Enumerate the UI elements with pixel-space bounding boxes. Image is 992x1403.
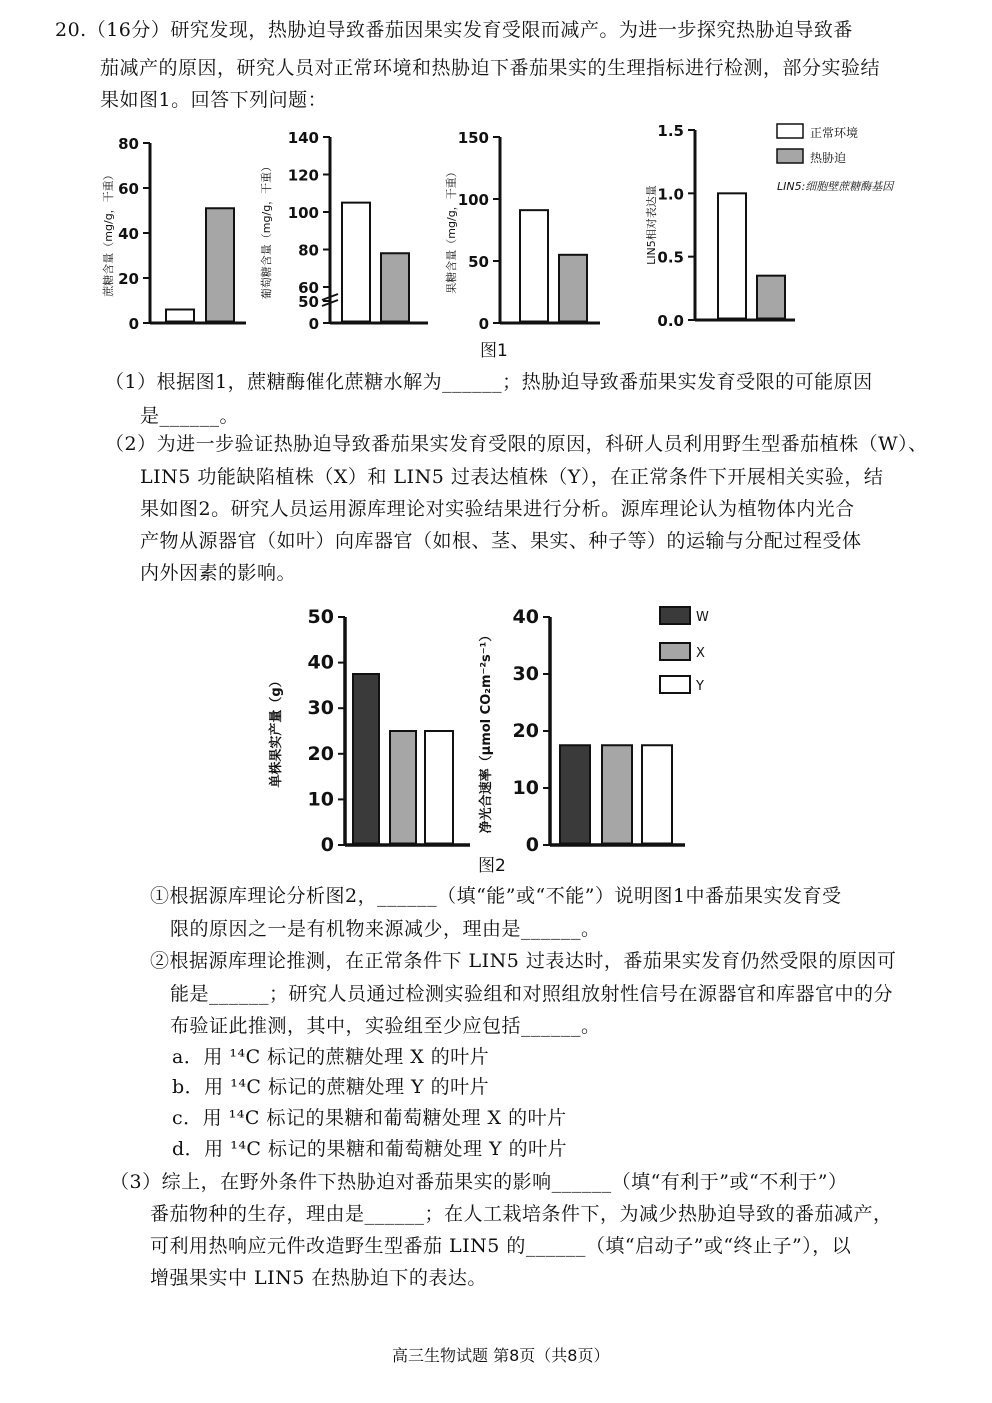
part2-line-1: （2）为进一步验证热胁迫导致番茄果实发育受限的原因，科研人员利用野生型番茄植株（W）、 (105, 433, 928, 455)
y-axis-label: 单株果实产量（g） (269, 674, 284, 788)
bar (757, 276, 785, 319)
y-tick-label: 80 (298, 241, 319, 260)
bar (560, 745, 590, 843)
legend-swatch-normal (777, 124, 803, 138)
part3-line-1: （3）综上，在野外条件下热胁迫对番茄果实的影响______（填“有利于”或“不利于”） (110, 1171, 848, 1193)
y-tick-label: 150 (457, 129, 489, 147)
figure1-caption: 图1 (480, 341, 508, 361)
y-tick-label: 20 (307, 742, 334, 765)
part1-line-2: 是______。 (140, 405, 240, 427)
part2-line-5: 内外因素的影响。 (140, 562, 297, 584)
y-tick-label: 40 (512, 606, 539, 628)
y-tick-label: 10 (307, 788, 334, 811)
y-tick-label: 1.5 (657, 122, 684, 140)
legend-label-y: Y (696, 679, 704, 694)
stem-line-2: 茄减产的原因，研究人员对正常环境和热胁迫下番茄果实的生理指标进行检测，部分实验结 (100, 57, 881, 79)
option-c: c．用 ¹⁴C 标记的果糖和葡萄糖处理 X 的叶片 (172, 1107, 567, 1129)
y-tick-label: 60 (298, 279, 319, 297)
axis-break (322, 294, 338, 306)
y-axis-label: 果糖含量（mg/g，干重） (445, 166, 458, 294)
y-tick-label: 50 (307, 606, 334, 628)
sub2-line-3: 布验证此推测，其中，实验组至少应包括______。 (170, 1015, 601, 1037)
y-tick-label: 60 (118, 180, 139, 198)
bar (602, 745, 632, 843)
bar (390, 731, 416, 844)
y-tick-label: 0 (128, 315, 139, 333)
y-tick-label: 0 (320, 834, 334, 856)
part3-line-4: 增强果实中 LIN5 在热胁迫下的表达。 (150, 1267, 487, 1289)
sub1-line-1: ①根据源库理论分析图2，______（填“能”或“不能”）说明图1中番茄果实发育受 (150, 885, 842, 907)
bar (642, 745, 672, 843)
y-axis-label: 蔗糖含量（mg/g，干重） (102, 169, 115, 297)
y-tick-label: 20 (118, 270, 139, 288)
bar (718, 193, 746, 318)
legend-label-normal: 正常环境 (810, 126, 859, 140)
y-axis-label: 葡萄糖含量（mg/g，干重） (260, 160, 273, 300)
legend-swatch-y (660, 676, 690, 693)
y-tick-label: 40 (118, 225, 139, 243)
y-tick-label: 0 (525, 834, 539, 856)
option-d: d．用 ¹⁴C 标记的果糖和葡萄糖处理 Y 的叶片 (172, 1138, 568, 1160)
bar (166, 310, 194, 322)
figure2-caption: 图2 (478, 856, 506, 876)
sub2-line-2: 能是______；研究人员通过检测实验组和对照组放射性信号在源器官和库器官中的分 (170, 983, 894, 1005)
y-tick-label: 50 (298, 293, 319, 311)
y-tick-label: 80 (118, 135, 139, 153)
part3-line-2: 番茄物种的生存，理由是______；在人工栽培条件下，为减少热胁迫导致的番茄减产， (150, 1203, 893, 1225)
legend-swatch-heat (777, 149, 803, 163)
part3-line-3: 可利用热响应元件改造野生型番茄 LIN5 的______（填“启动子”或“终止子”），以 (150, 1235, 852, 1257)
legend-label-w: W (696, 610, 709, 625)
y-tick-label: 100 (457, 191, 489, 209)
part1-line-1: （1）根据图1，蔗糖酶催化蔗糖水解为______；热胁迫导致番茄果实发育受限的可能原因 (105, 371, 873, 393)
y-tick-label: 30 (307, 697, 334, 720)
bar (425, 731, 453, 844)
sub2-line-1: ②根据源库理论推测，在正常条件下 LIN5 过表达时，番茄果实发育仍然受限的原因可 (150, 950, 897, 972)
part2-line-2: LIN5 功能缺陷植株（X）和 LIN5 过表达植株（Y），在正常条件下开展相关实验，结 (140, 466, 884, 488)
option-a: a．用 ¹⁴C 标记的蔗糖处理 X 的叶片 (172, 1046, 490, 1068)
legend-swatch-x (660, 643, 690, 660)
legend-swatch-w (660, 607, 690, 624)
sub1-line-2: 限的原因之一是有机物来源减少，理由是______。 (170, 918, 601, 940)
bar (353, 674, 379, 844)
option-b: b．用 ¹⁴C 标记的蔗糖处理 Y 的叶片 (172, 1076, 490, 1098)
bar (381, 253, 409, 321)
bar (206, 208, 234, 321)
y-tick-label: 100 (287, 204, 319, 222)
y-tick-label: 0.0 (657, 312, 684, 330)
part2-line-3: 果如图2。研究人员运用源库理论对实验结果进行分析。源库理论认为植物体内光合 (140, 498, 855, 520)
y-tick-label: 0 (308, 315, 319, 333)
y-tick-label: 120 (287, 166, 319, 185)
legend-label-heat: 热胁迫 (810, 151, 847, 165)
y-tick-label: 10 (512, 777, 539, 799)
stem-line-3: 果如图1。回答下列问题： (100, 89, 328, 111)
y-tick-label: 140 (287, 129, 319, 147)
legend-note: LIN5:细胞壁蔗糖酶基因 (777, 180, 894, 193)
y-axis-label: LIN5相对表达量 (645, 185, 658, 265)
stem-line-1: 20.（16分）研究发现，热胁迫导致番茄因果实发育受限而减产。为进一步探究热胁迫导致番 (55, 19, 853, 41)
bar (559, 255, 587, 322)
page-footer: 高三生物试题 第8页（共8页） (392, 1346, 610, 1365)
bar (520, 210, 548, 321)
y-tick-label: 0 (478, 315, 489, 333)
y-tick-label: 50 (468, 253, 489, 271)
part2-line-4: 产物从源器官（如叶）向库器官（如根、茎、果实、种子等）的运输与分配过程受体 (140, 530, 862, 552)
y-tick-label: 0.5 (657, 248, 684, 267)
y-tick-label: 1.0 (657, 185, 684, 204)
y-tick-label: 30 (512, 663, 539, 685)
y-axis-label: 净光合速率（μmol CO₂m⁻²s⁻¹） (479, 628, 494, 834)
bar (342, 203, 370, 322)
y-tick-label: 20 (512, 720, 539, 742)
y-tick-label: 40 (307, 651, 334, 674)
legend-label-x: X (696, 646, 705, 661)
